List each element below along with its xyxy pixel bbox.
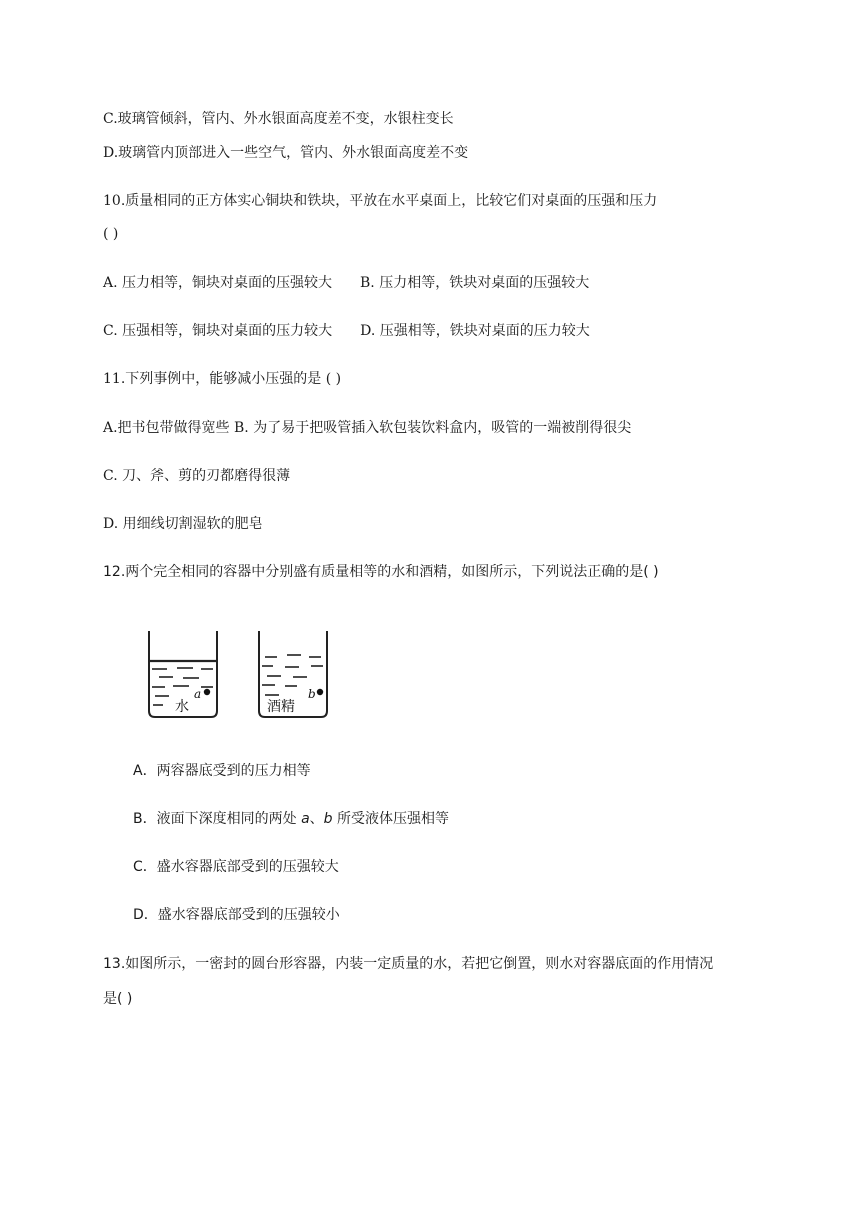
containers-figure bbox=[145, 625, 345, 725]
var-a: a bbox=[301, 811, 310, 827]
point-a-dot bbox=[204, 689, 210, 695]
question-10-options-cd bbox=[103, 321, 590, 341]
question-13-stem: 13.如图所示，一密封的圆台形容器，内装一定质量的水，若把它倒置，则水对容器底面的作用情况 bbox=[103, 956, 714, 972]
water-label: 水 bbox=[175, 699, 189, 715]
question-12-option-d: D．盛水容器底部受到的压强较小 bbox=[133, 907, 340, 923]
question-11-option-c: C. 刀、斧、剪的刃都磨得很薄 bbox=[103, 468, 291, 484]
question-10-paren: ( ) bbox=[103, 226, 119, 242]
question-11-options-ab: A.把书包带做得宽些 B. 为了易于把吸管插入软包装饮料盒内，吸管的一端被削得很尖 bbox=[103, 420, 632, 436]
question-11-stem: 11.下列事例中，能够减小压强的是 ( ) bbox=[103, 371, 342, 387]
alcohol-container bbox=[259, 631, 327, 717]
question-12-option-b bbox=[133, 809, 449, 829]
alcohol-label: 酒精 bbox=[267, 699, 295, 715]
option-b: B. 压力相等，铁块对桌面的压强较大 bbox=[360, 275, 590, 291]
option-b-separator: 、 bbox=[309, 811, 324, 827]
question-12-option-c: C．盛水容器底部受到的压强较大 bbox=[133, 859, 339, 875]
line-c-tube-tilt: C.玻璃管倾斜，管内、外水银面高度差不变，水银柱变长 bbox=[103, 111, 454, 127]
option-b-text-start: B．液面下深度相同的两处 bbox=[133, 811, 302, 827]
point-a-label: a bbox=[194, 687, 202, 701]
water-container bbox=[149, 631, 217, 717]
point-b-label: b bbox=[308, 687, 316, 701]
point-b-dot bbox=[317, 689, 323, 695]
option-a: A. 压力相等，铜块对桌面的压强较大 bbox=[103, 275, 333, 291]
option-d: D. 压强相等，铁块对桌面的压力较大 bbox=[360, 323, 590, 339]
question-12-option-a: A．两容器底受到的压力相等 bbox=[133, 763, 311, 779]
question-12-stem: 12.两个完全相同的容器中分别盛有质量相等的水和酒精，如图所示，下列说法正确的是( ) bbox=[103, 564, 659, 580]
question-10-stem: 10.质量相同的正方体实心铜块和铁块，平放在水平桌面上，比较它们对桌面的压强和压力 bbox=[103, 193, 658, 209]
question-10-options-ab bbox=[103, 273, 589, 293]
option-b-text-end: 所受液体压强相等 bbox=[332, 811, 449, 827]
option-c: C. 压强相等，铜块对桌面的压力较大 bbox=[103, 323, 333, 339]
var-b: b bbox=[323, 811, 333, 827]
question-13-tail: 是( ) bbox=[103, 991, 133, 1007]
question-11-option-d: D. 用细线切割湿软的肥皂 bbox=[103, 516, 263, 532]
line-d-air-enter: D.玻璃管内顶部进入一些空气，管内、外水银面高度差不变 bbox=[103, 145, 469, 161]
